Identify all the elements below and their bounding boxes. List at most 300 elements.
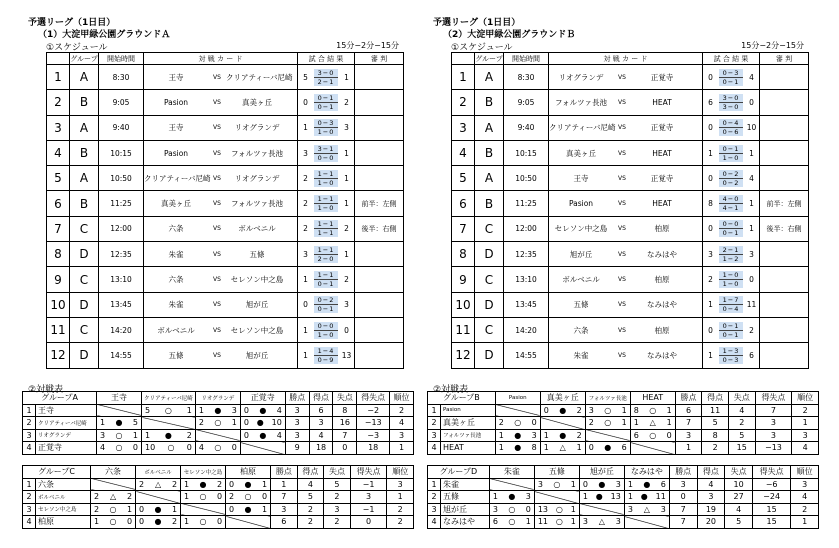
home-team: ボルベニル xyxy=(157,325,195,335)
result-box xyxy=(633,406,673,415)
second-half-score: 2−1 xyxy=(314,78,338,86)
match-card xyxy=(549,292,703,317)
match-group: D xyxy=(475,242,504,267)
stat-value: 15 xyxy=(752,516,790,529)
score-box xyxy=(703,145,759,162)
match-group: C xyxy=(70,267,99,292)
standings-row xyxy=(428,429,819,442)
referee xyxy=(760,65,809,90)
first-half-score: 0−2 xyxy=(719,170,743,179)
goals-for: 3 xyxy=(582,517,588,527)
match-group: B xyxy=(70,191,99,216)
opponent-header: 正覚寺 xyxy=(240,392,285,405)
result-mark: ○ xyxy=(649,430,657,440)
half-scores xyxy=(717,220,745,237)
versus-label: VS xyxy=(618,326,626,334)
goals-for: 1 xyxy=(582,492,588,502)
away-score: 1 xyxy=(749,199,754,209)
versus-label: VS xyxy=(213,73,221,81)
second-half-score: 0−1 xyxy=(719,331,743,339)
team-name: 柏原 xyxy=(36,516,91,529)
team-name: クリアティーバ尼崎 xyxy=(36,417,97,430)
goals-against: 5 xyxy=(132,418,138,428)
match-number: 6 xyxy=(47,191,70,216)
standings-header-row xyxy=(428,392,819,405)
goals-for: 2 xyxy=(139,479,145,489)
stat-header: 得失点 xyxy=(755,392,792,405)
goals-against: 0 xyxy=(531,418,537,428)
goals-against: 13 xyxy=(610,492,621,502)
goals-for: 6 xyxy=(633,430,639,440)
result-mark: ○ xyxy=(555,517,563,527)
referee xyxy=(355,242,404,267)
half-scores xyxy=(312,94,340,111)
versus-label: VS xyxy=(618,276,626,284)
col-no xyxy=(47,53,70,65)
goals-against: 4 xyxy=(276,405,282,415)
stat-value: 3 xyxy=(285,429,309,442)
half-scores xyxy=(312,69,340,86)
goals-against: 1 xyxy=(261,479,268,489)
result-cell xyxy=(240,417,285,430)
schedule-table xyxy=(451,52,809,369)
first-half-score: 1−3 xyxy=(719,347,743,356)
result-mark: ● xyxy=(643,479,651,489)
result-cell xyxy=(97,417,142,430)
result-box xyxy=(633,431,673,440)
stat-value: 5 xyxy=(728,429,755,442)
result-box xyxy=(228,480,268,489)
half-scores xyxy=(717,296,745,313)
result-mark: ● xyxy=(259,405,267,415)
stat-header: 勝点 xyxy=(285,392,309,405)
match-time: 9:05 xyxy=(504,90,549,115)
match-card xyxy=(144,140,298,165)
result-box xyxy=(99,431,139,440)
standings-table-a xyxy=(22,391,414,455)
referee xyxy=(760,292,809,317)
match-row xyxy=(452,191,809,216)
stat-value: 2 xyxy=(387,503,414,516)
stat-value: 18 xyxy=(357,442,390,455)
first-half-score: 1−0 xyxy=(719,271,743,280)
match-number: 9 xyxy=(47,267,70,292)
match-time: 9:40 xyxy=(504,115,549,140)
match-number: 5 xyxy=(47,166,70,191)
opponent-header: 朱雀 xyxy=(489,466,534,479)
match-result xyxy=(298,343,355,368)
match-time: 12:35 xyxy=(99,242,144,267)
team-number: 3 xyxy=(428,429,441,442)
card-box xyxy=(549,173,702,184)
team-number: 4 xyxy=(23,442,36,455)
match-card xyxy=(549,242,703,267)
result-box xyxy=(243,431,283,440)
result-mark: ○ xyxy=(109,517,117,527)
stat-value: 3 xyxy=(697,491,725,504)
stat-value: 0 xyxy=(350,516,387,529)
match-number: 2 xyxy=(452,90,475,115)
card-box xyxy=(549,97,702,108)
stat-value: 16 xyxy=(333,417,357,430)
result-cell xyxy=(489,503,534,516)
match-card xyxy=(549,343,703,368)
stat-value: 1 xyxy=(271,478,298,491)
stat-value: 2 xyxy=(702,442,729,455)
match-number: 5 xyxy=(452,166,475,191)
match-row xyxy=(47,216,404,241)
half-scores xyxy=(717,271,745,288)
goals-for: 2 xyxy=(498,418,504,428)
result-box xyxy=(588,418,628,427)
match-result xyxy=(703,90,760,115)
stat-header: 得失点 xyxy=(350,466,387,479)
diagonal-cell xyxy=(91,478,136,491)
match-row xyxy=(452,65,809,90)
result-box xyxy=(93,517,133,526)
goals-against: 0 xyxy=(261,492,268,502)
goals-against: 1 xyxy=(570,479,576,489)
result-box xyxy=(627,480,667,489)
first-half-score: 1−7 xyxy=(719,296,743,305)
opponent-header: HEAT xyxy=(630,392,675,405)
goals-for: 8 xyxy=(633,405,639,415)
standings-label: ②対戦表 xyxy=(28,385,64,395)
result-mark: ● xyxy=(164,430,172,440)
match-row xyxy=(47,115,404,140)
standings-row xyxy=(428,491,819,504)
card-box xyxy=(144,350,297,361)
result-box xyxy=(198,443,238,452)
match-time: 11:25 xyxy=(99,191,144,216)
home-score: 1 xyxy=(708,148,713,158)
home-score: 2 xyxy=(303,199,308,209)
goals-for: 1 xyxy=(184,517,190,527)
home-team: フォルツァ長池 xyxy=(554,97,608,107)
half-scores xyxy=(717,119,745,136)
result-cell xyxy=(630,404,675,417)
score-box xyxy=(298,322,354,339)
match-result xyxy=(703,292,760,317)
result-cell xyxy=(195,417,240,430)
match-row xyxy=(47,317,404,342)
goals-for: 4 xyxy=(100,443,106,453)
match-card xyxy=(549,191,703,216)
match-result xyxy=(703,65,760,90)
stat-value: 3 xyxy=(669,478,697,491)
goals-for: 1 xyxy=(627,479,633,489)
result-mark: ○ xyxy=(214,443,222,453)
goals-for: 1 xyxy=(198,405,204,415)
stat-value: 10 xyxy=(725,478,753,491)
standings-table-b xyxy=(427,391,819,455)
referee xyxy=(355,292,404,317)
home-team: Pasion xyxy=(163,148,189,158)
versus-label: VS xyxy=(213,149,221,157)
stat-value: 2 xyxy=(324,491,351,504)
goals-for: 3 xyxy=(492,504,498,514)
match-number: 11 xyxy=(452,317,475,342)
diagonal-cell xyxy=(226,516,271,529)
second-half-score: 3−0 xyxy=(719,103,743,111)
team-number: 4 xyxy=(428,442,441,455)
away-score: 0 xyxy=(749,97,754,107)
match-group: C xyxy=(475,216,504,241)
stat-header: 順位 xyxy=(791,466,819,479)
match-result xyxy=(703,343,760,368)
match-number: 8 xyxy=(47,242,70,267)
referee: 後半：右側 xyxy=(760,216,809,241)
result-cell xyxy=(534,478,579,491)
card-box xyxy=(144,72,297,83)
result-cell xyxy=(540,442,585,455)
diagonal-cell xyxy=(489,478,534,491)
result-box xyxy=(537,517,577,526)
goals-for: 1 xyxy=(94,517,100,527)
match-card xyxy=(549,140,703,165)
first-half-score: 4−0 xyxy=(719,195,743,204)
result-mark: ○ xyxy=(109,504,117,514)
diagonal-cell xyxy=(181,503,226,516)
result-box xyxy=(627,505,667,514)
result-box xyxy=(183,517,223,526)
home-team: 真美ヶ丘 xyxy=(566,148,596,158)
second-half-score: 1−0 xyxy=(719,280,743,288)
team-name: 朱雀 xyxy=(441,478,490,491)
stat-value: 18 xyxy=(309,442,333,455)
goals-for: 1 xyxy=(184,492,190,502)
stat-value: 27 xyxy=(725,491,753,504)
match-group: B xyxy=(70,90,99,115)
match-number: 4 xyxy=(452,140,475,165)
result-cell xyxy=(136,478,181,491)
referee xyxy=(760,166,809,191)
team-name: 五條 xyxy=(441,491,490,504)
goals-against: 1 xyxy=(666,405,672,415)
team-number: 1 xyxy=(428,404,441,417)
goals-for: 0 xyxy=(139,517,145,527)
match-number: 7 xyxy=(452,216,475,241)
stat-value: −24 xyxy=(752,491,790,504)
team-number: 2 xyxy=(428,417,441,430)
goals-against: 1 xyxy=(621,418,627,428)
stat-value: 3 xyxy=(792,429,819,442)
stat-header: 順位 xyxy=(390,392,414,405)
result-box xyxy=(138,517,178,526)
goals-for: 10 xyxy=(145,443,156,453)
match-group: A xyxy=(475,115,504,140)
home-score: 0 xyxy=(303,300,308,310)
goals-for: 1 xyxy=(145,430,151,440)
half-scores xyxy=(312,145,340,162)
home-score: 1 xyxy=(303,350,308,360)
match-group: A xyxy=(70,115,99,140)
away-team: リオグランデ xyxy=(234,123,280,133)
match-time: 14:20 xyxy=(99,317,144,342)
result-cell xyxy=(226,478,271,491)
referee: 前半：左側 xyxy=(355,191,404,216)
result-box xyxy=(588,406,628,415)
second-half-score: 0−6 xyxy=(719,128,743,136)
score-box xyxy=(298,296,354,313)
stat-value: 11 xyxy=(702,404,729,417)
goals-for: 1 xyxy=(543,443,549,453)
first-half-score: 0−1 xyxy=(314,94,338,103)
result-cell xyxy=(585,404,630,417)
standings-row xyxy=(428,503,819,516)
standings-header-row xyxy=(428,466,819,479)
away-score: 4 xyxy=(749,72,754,82)
versus-label: VS xyxy=(213,200,221,208)
card-box xyxy=(144,173,297,184)
diagonal-cell xyxy=(540,417,585,430)
match-row xyxy=(47,191,404,216)
goals-against: 6 xyxy=(660,479,666,489)
match-group: A xyxy=(475,65,504,90)
result-box xyxy=(243,418,283,427)
goals-for: 11 xyxy=(537,517,549,527)
half-scores xyxy=(717,322,745,339)
result-mark: ● xyxy=(598,479,606,489)
home-team: Pasion xyxy=(163,97,189,107)
opponent-header: クリアティーバ尼崎 xyxy=(142,392,196,405)
goals-against: 2 xyxy=(171,517,178,527)
standings-row xyxy=(23,442,414,455)
match-card xyxy=(144,191,298,216)
home-team: セレソン中之島 xyxy=(554,224,608,234)
team-number: 1 xyxy=(23,478,36,491)
match-time: 8:30 xyxy=(99,65,144,90)
match-row xyxy=(47,242,404,267)
match-card xyxy=(144,216,298,241)
card-box xyxy=(144,249,297,260)
result-box xyxy=(543,431,583,440)
result-box xyxy=(588,443,628,452)
result-cell xyxy=(142,429,196,442)
match-number: 7 xyxy=(47,216,70,241)
home-score: 0 xyxy=(708,123,713,133)
second-half-score: 1−0 xyxy=(314,128,338,136)
half-scores xyxy=(312,119,340,136)
stat-value: 2 xyxy=(728,417,755,430)
diagonal-cell xyxy=(630,442,675,455)
match-time: 8:30 xyxy=(504,65,549,90)
card-box xyxy=(144,198,297,209)
home-score: 3 xyxy=(303,148,308,158)
team-name: 王寺 xyxy=(36,404,97,417)
score-box xyxy=(298,145,354,162)
result-mark: ○ xyxy=(244,492,252,502)
stat-header: 得点 xyxy=(297,466,324,479)
first-half-score: 1−1 xyxy=(314,170,338,179)
half-scores xyxy=(312,347,340,364)
match-card xyxy=(549,317,703,342)
stat-value: 1 xyxy=(675,442,702,455)
card-box xyxy=(549,223,702,234)
goals-against: 1 xyxy=(186,405,192,415)
match-time: 12:35 xyxy=(504,242,549,267)
stat-value: 19 xyxy=(697,503,725,516)
stat-value: 5 xyxy=(725,516,753,529)
result-cell xyxy=(181,478,226,491)
result-mark: ● xyxy=(244,504,252,514)
goals-against: 0 xyxy=(525,504,531,514)
stat-value: 9 xyxy=(285,442,309,455)
diagonal-cell xyxy=(495,404,540,417)
stat-value: 3 xyxy=(387,478,414,491)
home-team: 旭が丘 xyxy=(569,249,593,259)
match-result xyxy=(298,191,355,216)
result-box xyxy=(183,480,223,489)
match-number: 10 xyxy=(452,292,475,317)
stat-value: −1 xyxy=(350,478,387,491)
result-cell xyxy=(97,429,142,442)
away-score: 2 xyxy=(344,224,349,234)
first-half-score: 0−1 xyxy=(719,322,743,331)
score-box xyxy=(703,246,759,263)
second-half-score: 1−0 xyxy=(314,204,338,212)
stat-value: 7 xyxy=(675,417,702,430)
stat-value: 7 xyxy=(669,516,697,529)
result-mark: ● xyxy=(154,504,162,514)
result-box xyxy=(582,480,622,489)
goals-for: 13 xyxy=(537,504,549,514)
result-box xyxy=(228,492,268,501)
goals-for: 3 xyxy=(100,430,106,440)
opponent-header: 真美ヶ丘 xyxy=(540,392,585,405)
stat-header: 得点 xyxy=(697,466,725,479)
result-mark: ● xyxy=(640,492,648,502)
versus-label: VS xyxy=(213,174,221,182)
goals-for: 2 xyxy=(94,504,100,514)
match-result xyxy=(298,292,355,317)
match-time: 14:20 xyxy=(504,317,549,342)
stat-header: 失点 xyxy=(728,392,755,405)
away-score: 1 xyxy=(344,148,349,158)
score-box xyxy=(703,271,759,288)
home-score: 1 xyxy=(303,325,308,335)
versus-label: VS xyxy=(213,124,221,132)
away-score: 0 xyxy=(344,325,349,335)
home-score: 0 xyxy=(708,72,713,82)
match-card xyxy=(549,90,703,115)
card-box xyxy=(144,299,297,310)
match-result xyxy=(298,242,355,267)
stat-value: 0 xyxy=(333,442,357,455)
goals-for: 0 xyxy=(229,504,235,514)
first-half-score: 3−0 xyxy=(314,69,338,78)
result-cell xyxy=(142,442,196,455)
second-half-score: 0−1 xyxy=(719,78,743,86)
result-mark: ○ xyxy=(553,479,561,489)
team-name: セレソン中之島 xyxy=(36,503,91,516)
stat-value: 5 xyxy=(297,491,324,504)
venue-title: （1）大淀甲緑公園グラウンドＡ xyxy=(38,30,171,40)
match-group: A xyxy=(70,166,99,191)
second-half-score: 0−4 xyxy=(719,305,743,313)
match-time: 12:00 xyxy=(99,216,144,241)
result-cell xyxy=(495,442,540,455)
versus-label: VS xyxy=(618,73,626,81)
result-mark: ● xyxy=(508,492,516,502)
referee xyxy=(760,343,809,368)
result-mark: ● xyxy=(214,405,222,415)
stat-header: 勝点 xyxy=(669,466,697,479)
stat-value: 3 xyxy=(390,429,414,442)
opponent-header: フォルツァ長池 xyxy=(585,392,630,405)
schedule-label: ①スケジュール xyxy=(451,43,513,53)
match-number: 3 xyxy=(452,115,475,140)
